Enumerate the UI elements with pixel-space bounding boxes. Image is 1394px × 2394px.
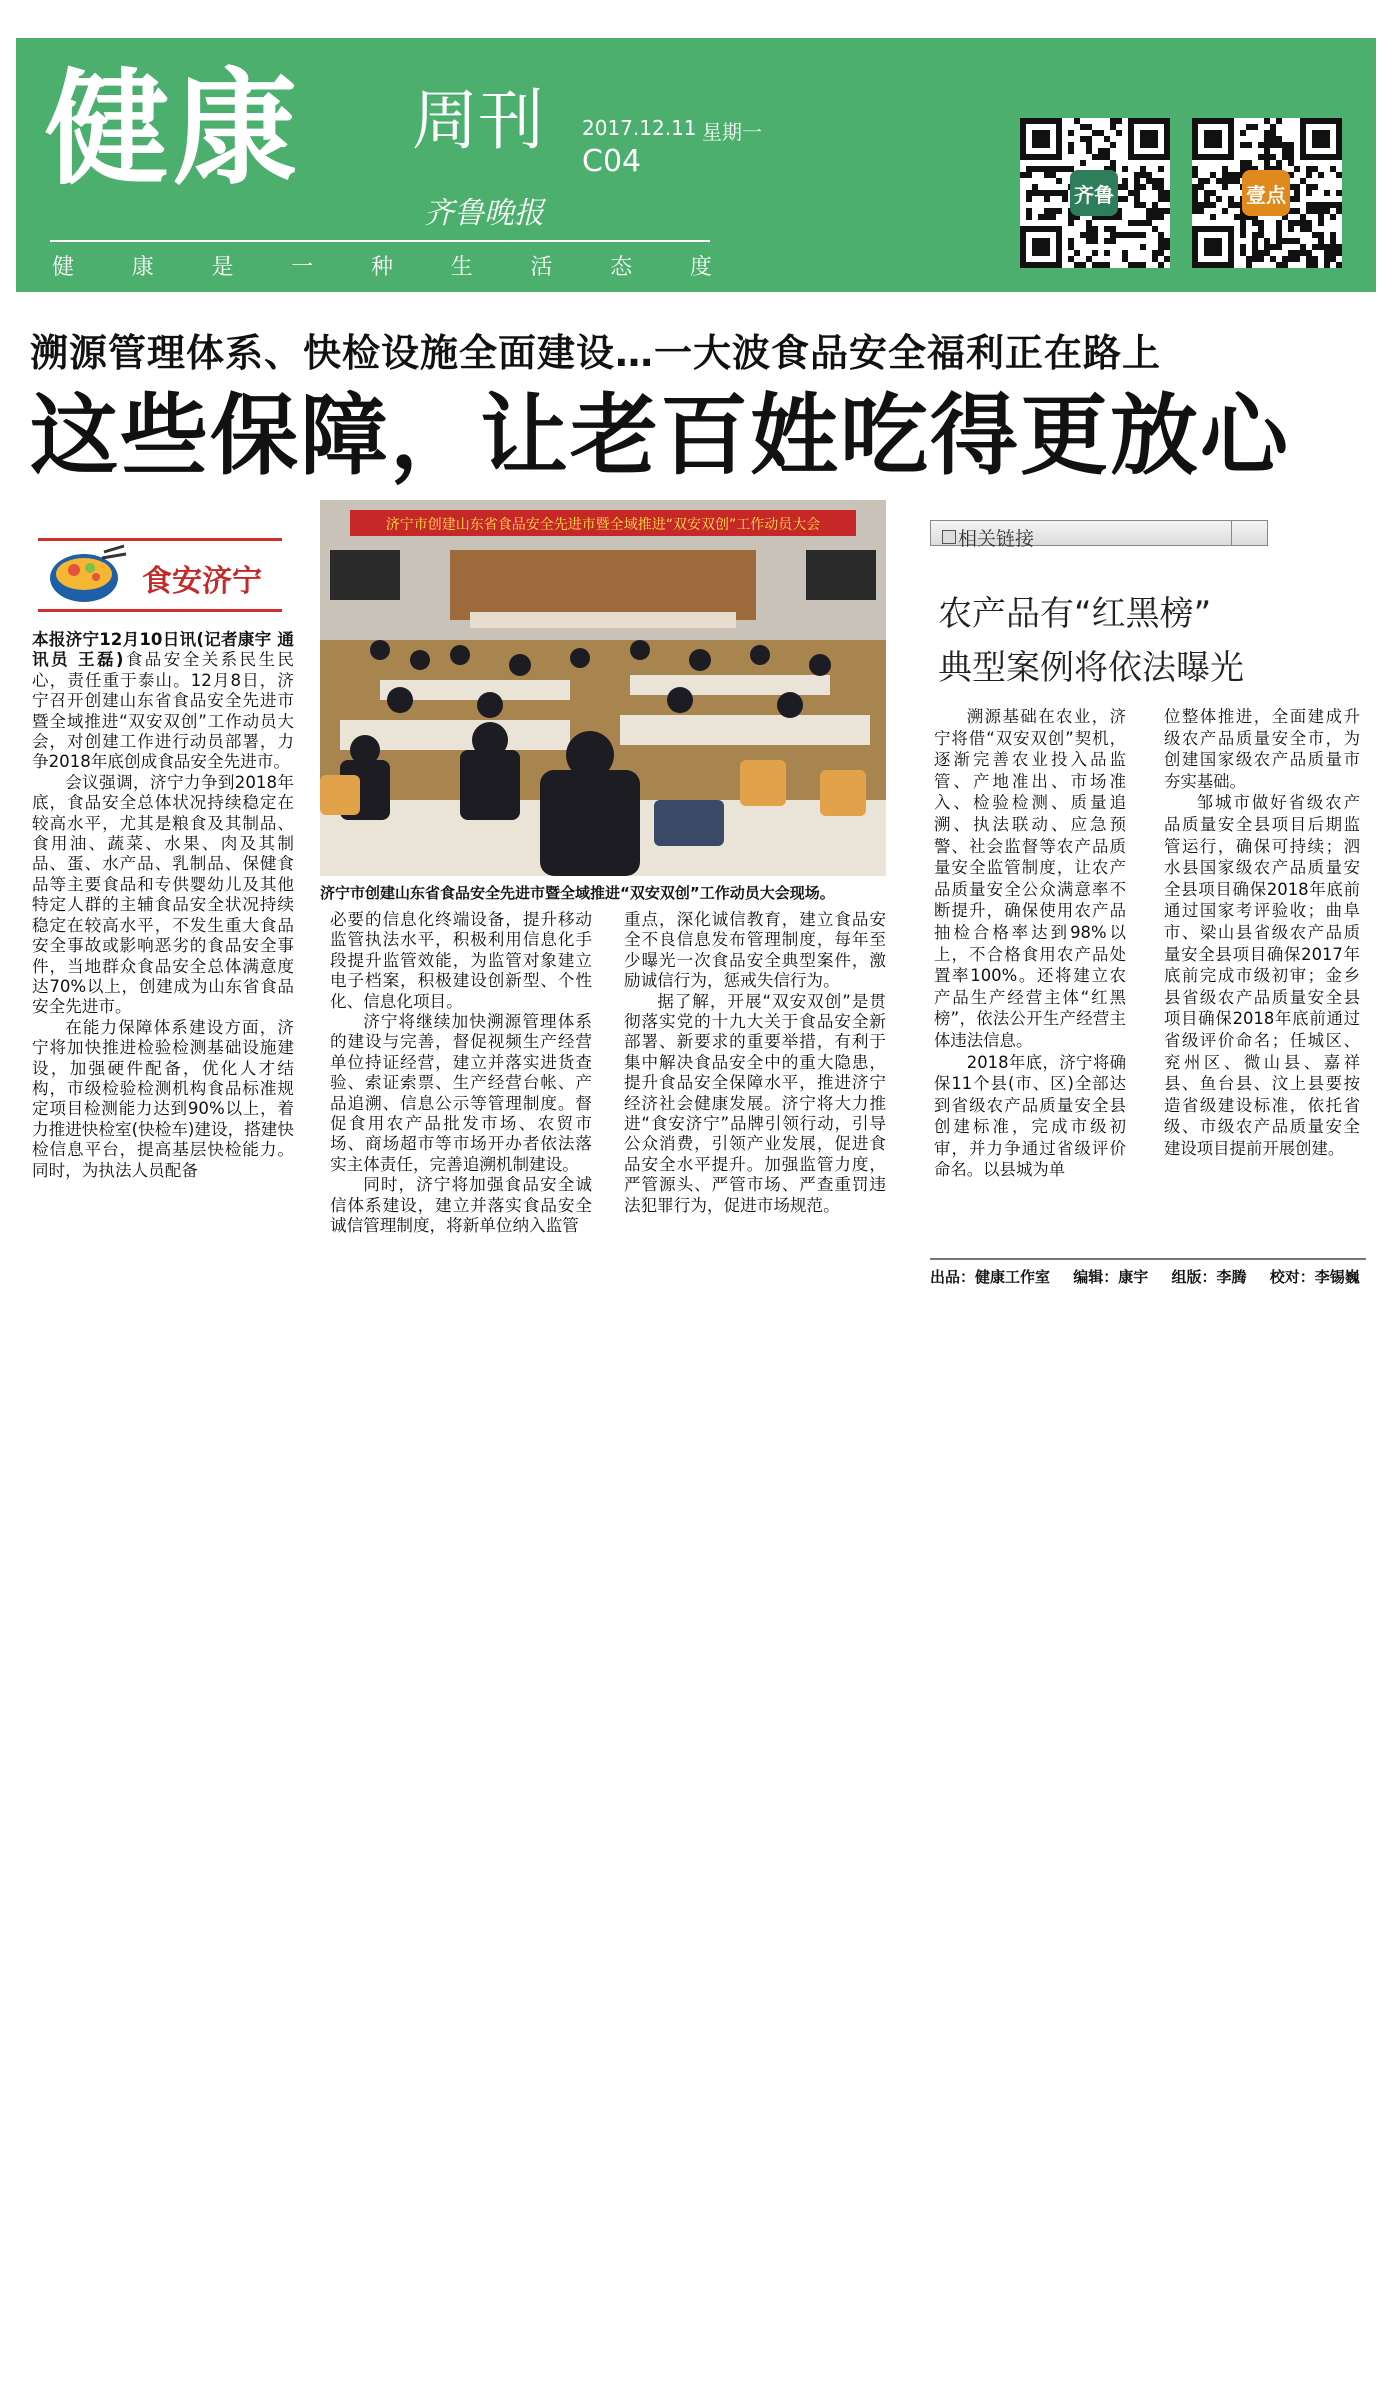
header-divider xyxy=(50,240,710,242)
weekly-label: 周刊 xyxy=(412,82,544,159)
credits xyxy=(930,1266,1378,1287)
logo-rule xyxy=(38,609,282,612)
article-paragraph: 必要的信息化终端设备，提升移动监管执法水平，积极利用信息化手段提升监管效能，为监管对象建立电子档案，积极建设创新型、个性化、信息化项目。 xyxy=(330,910,592,1011)
slogan-char: 态 xyxy=(610,255,633,280)
sidebar-paragraph: 邹城市做好省级农产品质量安全县项目后期监管运行，确保可持续；泗水县国家级农产品质量安全县项目确保2018年底前通过国家考评验收；曲阜市、梁山县省级农产品质量安全县项目确保2017年底前完成市级初审；金乡县省级农产品质量安全县项目确保2018年底前通过省级评价命名；任城区、兖州区、微山县、嘉祥县、鱼台县、汶上县要按造省级建设标准，依托省级、市级农产品质量安全建设项目提前开展创建。 xyxy=(1164,793,1360,1158)
slogan-char: 种 xyxy=(370,255,393,280)
article-column-1 xyxy=(32,630,294,1181)
newspaper-name: 齐鲁晚报 xyxy=(424,196,544,231)
slogan-char: 一 xyxy=(291,255,314,280)
sidebar-paragraph: 2018年底，济宁将确保11个县(市、区)全部达到省级农产品质量安全县创建标准，完成市级初审，并力争通过省级评价命名。以县城为单 xyxy=(934,1052,1126,1180)
slogan-char: 生 xyxy=(450,255,473,280)
article-headline: 这些保障，让老百姓吃得更放心 xyxy=(30,384,1291,487)
logo-rule xyxy=(38,538,282,541)
credit-layout: 组版：李腾 xyxy=(1171,1268,1247,1286)
sidebar-title-line-1: 农产品有“红黑榜” xyxy=(938,594,1212,634)
article-paragraph: 同时，济宁将加强食品安全诚信体系建设，建立并落实食品安全诚信管理制度，将新单位纳入监管 xyxy=(330,1175,592,1236)
sidebar-paragraph: 位整体推进，全面建成升级农产品质量安全市，为创建国家级农产品质量市夯实基础。 xyxy=(1164,707,1360,791)
article-paragraph: 据了解，开展“双安双创”是贯彻落实党的十九大关于食品安全新部署、新要求的重要举措，有利于集中解决食品安全中的重大隐患，提升食品安全保障水平，推进济宁经济社会健康发展。济宁将大力推进“食安济宁”品牌引领行动，引导公众消费，引领产业发展，促进食品安全水平提升。加强监管力度，严管源头、严管市场、严查重罚违法犯罪行为，促进市场规范。 xyxy=(624,991,886,1215)
slogan-char: 度 xyxy=(689,255,712,280)
column-logo-text: 食安济宁 xyxy=(142,564,262,599)
meeting-photo xyxy=(320,500,886,876)
article-column-2 xyxy=(330,910,592,1237)
page-number: C04 xyxy=(582,144,642,179)
issue-date: 2017.12.11 xyxy=(582,116,697,140)
slogan-char: 是 xyxy=(211,255,234,280)
article-paragraph: 在能力保障体系建设方面，济宁将加快推进检验检测基础设施建设，加强硬件配备，优化人才结构，市级检验检测机构食品标准规定项目检测能力达到90%以上，着力推进快检室(快检车)建设，搭建快检信息平台，提高基层快检能力。同时，为执法人员配备 xyxy=(32,1017,294,1180)
section-title: 健康 xyxy=(45,58,302,202)
article-paragraph xyxy=(32,630,294,773)
article-paragraph: 会议强调，济宁力争到2018年底，食品安全总体状况持续稳定在较高水平，尤其是粮食及其制品、食用油、蔬菜、水果、肉及其制品、蛋、水产品、乳制品、保健食品等主要食品和专供婴幼儿及其他特定人群的主辅食品安全状况持续稳定在较高水平，不发生重大食品安全事故或影响恶劣的食品安全事件，当地群众食品安全总体满意度达70%以上，创建成为山东省食品安全先进市。 xyxy=(32,772,294,1017)
slogan-char: 健 xyxy=(52,255,75,280)
issue-weekday: 星期一 xyxy=(702,120,762,144)
credit-proof: 校对：李锡巍 xyxy=(1269,1268,1360,1286)
qr-code-qilu[interactable] xyxy=(1020,118,1170,268)
credit-produced: 出品：健康工作室 xyxy=(930,1268,1051,1286)
slogan xyxy=(52,250,712,281)
qr-code-yidian[interactable] xyxy=(1192,118,1342,268)
slogan-char: 活 xyxy=(530,255,553,280)
article-byline: 本报济宁12月10日讯(记者康宇 通讯员 王磊) xyxy=(32,630,294,670)
photo-banner-text: 济宁市创建山东省食品安全先进市暨全域推进“双安双创”工作动员大会 xyxy=(385,517,821,533)
photo-caption: 济宁市创建山东省食品安全先进市暨全域推进“双安双创”工作动员大会现场。 xyxy=(320,884,835,902)
credits-divider xyxy=(930,1258,1366,1260)
qr-badge: 齐鲁 xyxy=(1070,170,1118,216)
link-icon xyxy=(942,530,956,544)
article-paragraph: 重点，深化诚信教育，建立食品安全不良信息发布管理制度，每年至少曝光一次食品安全典型案件，激励诚信行为，惩戒失信行为。 xyxy=(624,910,886,991)
related-links-label: 相关链接 xyxy=(958,528,1035,550)
credit-editor: 编辑：康宇 xyxy=(1073,1268,1149,1286)
sidebar-column-b xyxy=(1164,706,1360,1159)
paragraph-text: 食品安全关系民生民心，责任重于泰山。12月8日，济宁召开创建山东省食品安全先进市暨全域推进“双安双创”工作动员大会，对创建工作进行动员部署，力争2018年底创成食品安全先进市。 xyxy=(32,650,294,772)
slogan-char: 康 xyxy=(131,255,154,280)
sidebar-paragraph: 溯源基础在农业，济宁将借“双安双创”契机，逐渐完善农业投入品监管、产地准出、市场准入、检验检测、质量追溯、执法联动、应急预警、社会监督等农产品质量安全监管制度，让农产品质量安全公众满意率不断提升，确保使用农产品抽检合格率达到98%以上，不合格食用农产品处置率100%。还将建立农产品生产经营主体“红黑榜”，依法公开生产经营主体违法信息。 xyxy=(934,707,1126,1050)
meeting-photo-illustration xyxy=(320,500,886,876)
article-column-3 xyxy=(624,910,886,1216)
sidebar-column-a xyxy=(934,706,1126,1181)
food-bowl-icon xyxy=(44,544,128,606)
qr-badge: 壹点 xyxy=(1242,170,1290,216)
article-subhead: 溯源管理体系、快检设施全面建设…一大波食品安全福利正在路上 xyxy=(30,331,1162,375)
sidebar-title-line-2: 典型案例将依法曝光 xyxy=(938,648,1244,688)
column-logo xyxy=(38,538,282,612)
article-paragraph: 济宁将继续加快溯源管理体系的建设与完善，督促视频生产经营单位持证经营，建立并落实进货查验、索证索票、生产经营台帐、产品追溯、信息公示等管理制度。督促食用农产品批发市场、农贸市场、商场超市等市场开办者依法落实主体责任，完善追溯机制建设。 xyxy=(330,1012,592,1174)
